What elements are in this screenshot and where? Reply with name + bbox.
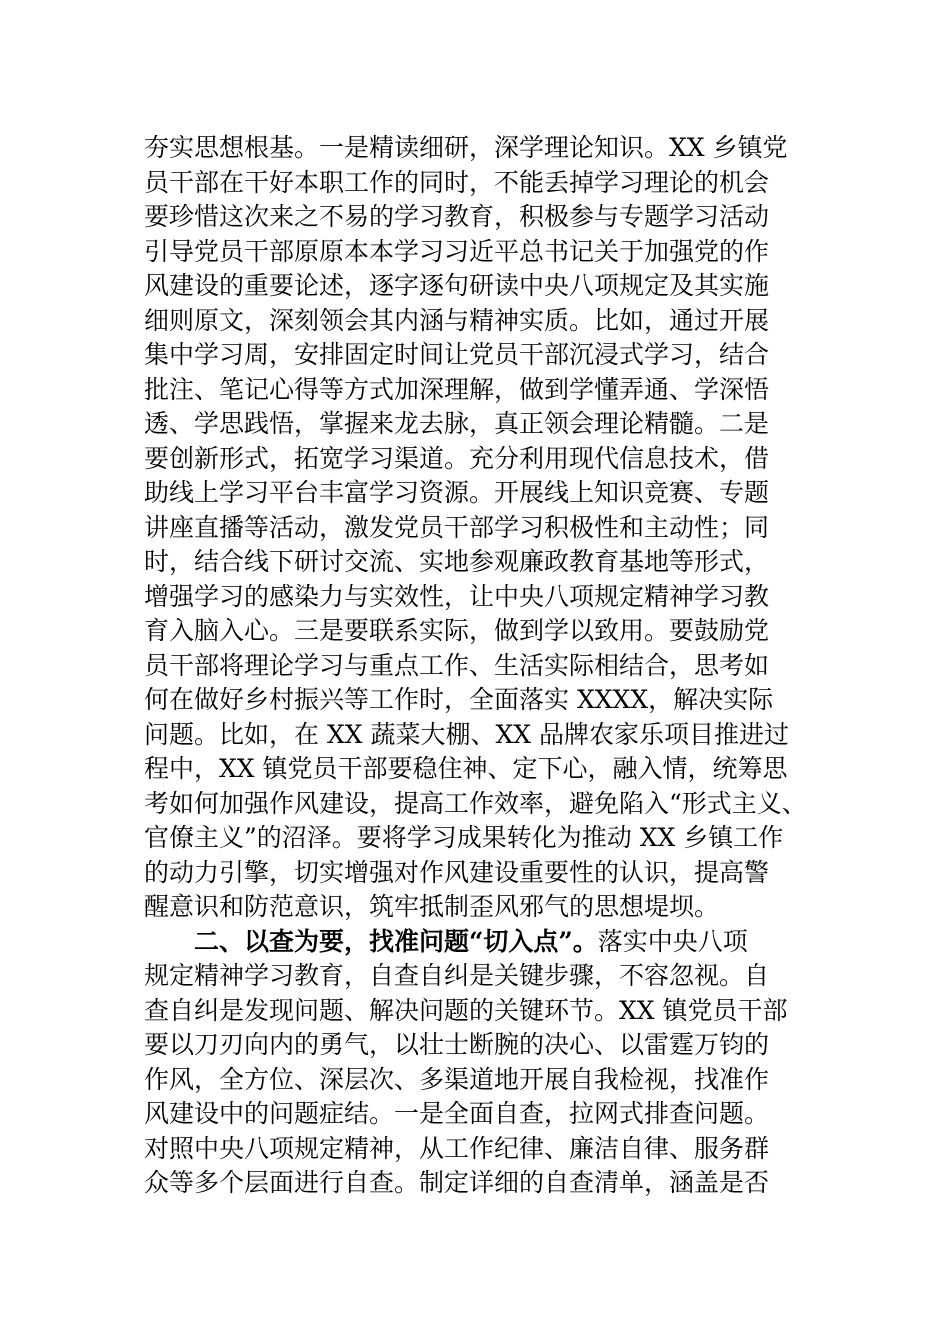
text-line: 规定精神学习教育，自查自纠是关键步骤，不容忽视。自 xyxy=(144,961,770,990)
text-line: 问题。比如，在 XX 蔬菜大棚、XX 品牌农家乐项目推进过 xyxy=(144,719,790,749)
text-line: 要以刀刃向内的勇气，以壮士断腕的决心、以雷霆万钧的 xyxy=(144,1030,770,1059)
text-line: 的动力引擎，切实增强对作风建设重要性的认识，提高警 xyxy=(144,857,770,887)
section-heading-rest: 落实中央八项 xyxy=(597,926,748,956)
text-line: 引导党员干部原原本本学习习近平总书记关于加强党的作 xyxy=(144,236,770,266)
text-line: 透、学思践悟，掌握来龙去脉，真正领会理论精髓。二是 xyxy=(144,409,770,438)
text-line: 对照中央八项规定精神，从工作纪律、廉洁自律、服务群 xyxy=(144,1133,770,1163)
text-line: 要珍惜这次来之不易的学习教育，积极参与专题学习活动 xyxy=(144,202,770,231)
text-line: 众等多个层面进行自查。制定详细的自查清单，涵盖是否 xyxy=(144,1168,770,1197)
text-line: 增强学习的感染力与实效性，让中央八项规定精神学习教 xyxy=(144,581,770,611)
text-line: 助线上学习平台丰富学习资源。开展线上知识竞赛、专题 xyxy=(144,478,770,507)
text-line: 要创新形式，拓宽学习渠道。充分利用现代信息技术，借 xyxy=(144,443,770,473)
text-line: 考如何加强作风建设，提高工作效率，避免陷入“形式主义、 xyxy=(144,788,807,818)
text-line: 风建设中的问题症结。一是全面自查，拉网式排查问题。 xyxy=(144,1099,770,1128)
text-line: 夯实思想根基。一是精读细研，深学理论知识。XX 乡镇党 xyxy=(144,133,788,162)
text-line: 查自纠是发现问题、解决问题的关键环节。XX 镇党员干部 xyxy=(144,995,788,1025)
text-line: 官僚主义”的沼泽。要将学习成果转化为推动 XX 乡镇工作 xyxy=(144,823,784,852)
text-line: 员干部在干好本职工作的同时，不能丢掉学习理论的机会 xyxy=(144,167,770,197)
text-line: 程中，XX 镇党员干部要稳住神、定下心，融入情，统筹思 xyxy=(144,754,788,783)
text-line: 细则原文，深刻领会其内涵与精神实质。比如，通过开展 xyxy=(144,305,770,335)
text-line: 育入脑入心。三是要联系实际，做到学以致用。要鼓励党 xyxy=(144,616,770,645)
body-text xyxy=(144,131,814,1201)
text-line: 时，结合线下研讨交流、实地参观廉政教育基地等形式， xyxy=(144,547,770,576)
text-line: 何在做好乡村振兴等工作时，全面落实 XXXX，解决实际 xyxy=(144,685,774,714)
text-line: 讲座直播等活动，激发党员干部学习积极性和主动性；同 xyxy=(144,512,770,542)
section-heading: 二、以查为要，找准问题“切入点”。 xyxy=(194,926,598,956)
text-line: 批注、笔记心得等方式加深理解，做到学懂弄通、学深悟 xyxy=(144,374,770,404)
text-line: 作风，全方位、深层次、多渠道地开展自我检视，找准作 xyxy=(144,1064,770,1094)
text-line: 风建设的重要论述，逐字逐句研读中央八项规定及其实施 xyxy=(144,271,770,300)
section-heading-line xyxy=(144,925,814,960)
text-line: 集中学习周，安排固定时间让党员干部沉浸式学习，结合 xyxy=(144,340,770,369)
text-line: 员干部将理论学习与重点工作、生活实际相结合，思考如 xyxy=(144,650,770,680)
text-line: 醒意识和防范意识，筑牢抵制歪风邪气的思想堤坝。 xyxy=(144,892,720,921)
